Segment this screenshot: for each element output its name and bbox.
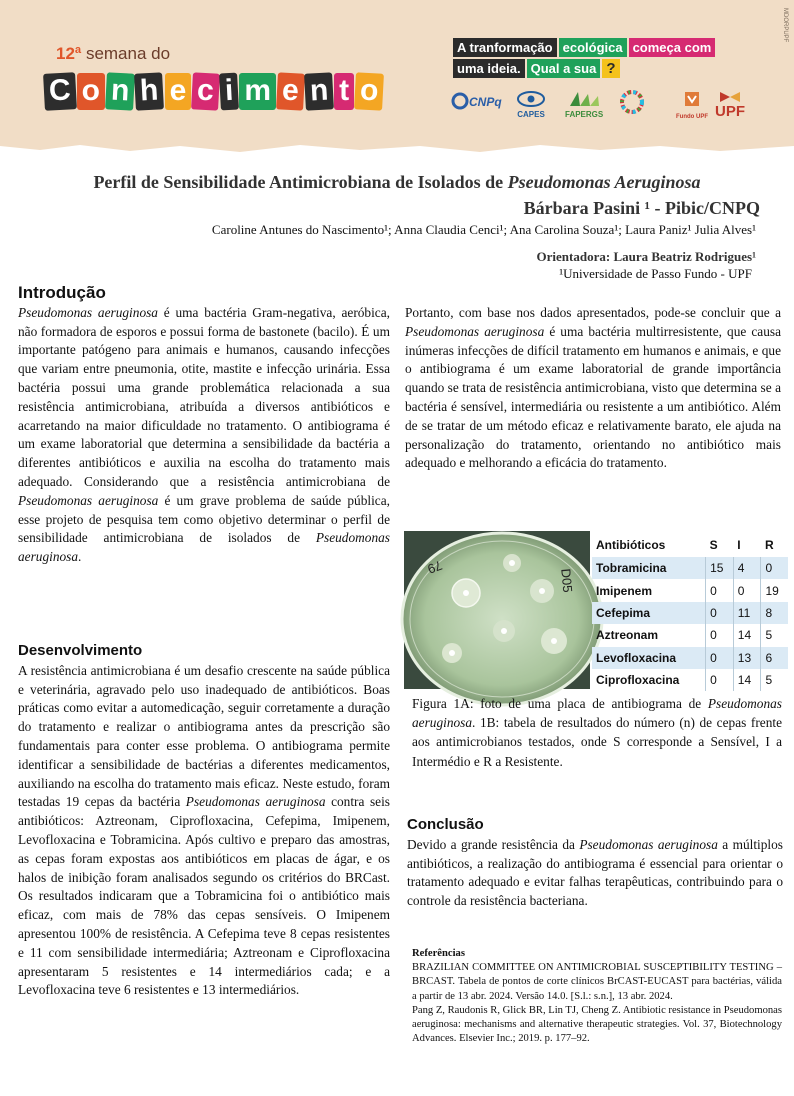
- development-heading: Desenvolvimento: [18, 642, 143, 659]
- slogan-chip: A tranformação: [453, 38, 557, 57]
- fapergs-logo: FAPERGS: [565, 90, 603, 119]
- event-title-letter: n: [105, 72, 135, 110]
- antibiotic-name-cell: Imipenem: [596, 583, 653, 598]
- cnpq-logo: [452, 90, 502, 110]
- count-cell: 13: [733, 647, 761, 669]
- fundo-upf-logo: Fundo UPF: [676, 90, 708, 120]
- torn-paper-edge: [0, 140, 794, 164]
- header-i: I: [737, 538, 741, 552]
- event-title-letter: m: [239, 73, 276, 110]
- slogan-chip: ?: [602, 59, 619, 78]
- advisor-name: Orientadora: Laura Beatriz Rodrigues¹: [536, 249, 756, 264]
- table-header-row: [592, 533, 788, 557]
- antibiogram-plate-photo: [404, 531, 590, 689]
- upf-crest-icon: [714, 90, 746, 104]
- slogan-chip: Qual a sua: [527, 59, 601, 78]
- count-cell: 11: [733, 602, 761, 624]
- table-row: [592, 557, 788, 579]
- header-banner: [0, 0, 794, 152]
- event-title: [44, 73, 384, 110]
- count-cell: 19: [761, 579, 788, 601]
- antibiotic-name-cell: Levofloxacina: [592, 647, 706, 669]
- event-title-letter: t: [334, 73, 354, 110]
- table-row: [592, 579, 788, 601]
- event-title-letter: C: [43, 72, 77, 111]
- event-title-letter: c: [191, 72, 220, 110]
- event-title-letter: e: [165, 73, 192, 110]
- references-section: [412, 947, 782, 1046]
- author-list: Caroline Antunes do Nascimento¹; Anna Claudia Cenci¹; Ana Carolina Souza¹; Laura Paniz¹ Julia Alves¹: [211, 222, 756, 237]
- antibiotic-name-cell: Ciprofloxacina: [596, 673, 680, 688]
- event-title-letter: i: [219, 73, 239, 111]
- discussion-paragraph: Portanto, com base nos dados apresentados, pode-se concluir que a Pseudomonas aeruginosa é uma bactéria multirresistente, que causa inúmeras infecções de difícil tratamento em humanos e animais, e que o antibiograma é um exame laboratorial de grande importância quando se trata de resistência antimicrobiana, visto que determina se a bactéria é sensível, intermediária ou resistente a um antibiótico. Além de se tratar de um método eficaz e relativamente barato, ele ajuda na personalização do tratamento, orientando no antibiótico mais adequado e melhorando a eficácia do tratamento.: [405, 305, 782, 471]
- antibiotic-results-table: [592, 533, 788, 691]
- svg-text:D05: D05: [558, 567, 576, 594]
- figure-caption: Figura 1A: foto de uma placa de antibiograma de Pseudomonas aeruginosa. 1B: tabela de resultados do número (n) de cepas frente aos antimicrobianos testados, onde S corresponde a Sensível, I a Intermédio e R a Resistente.: [412, 696, 782, 769]
- count-cell: 6: [761, 647, 788, 669]
- fapergs-leaf-icon: [566, 90, 602, 108]
- references-heading: Referências: [412, 948, 465, 959]
- count-cell: 0: [706, 602, 734, 624]
- antibiotic-name-cell: Tobramicina: [592, 557, 706, 579]
- conclusion-heading: Conclusão: [407, 816, 484, 833]
- slogan-chip: uma ideia.: [453, 59, 525, 78]
- affiliation: ¹Universidade de Passo Fundo - UPF: [559, 266, 752, 281]
- count-cell: 4: [733, 557, 761, 579]
- petri-dish-image: [404, 531, 590, 689]
- header-antibiotics: Antibióticos: [596, 538, 666, 552]
- sponsor-logos: [452, 90, 772, 130]
- fundo-upf-icon: [682, 90, 702, 112]
- conclusion-paragraph: Devido a grande resistência da Pseudomonas aeruginosa a múltiplos antibióticos, a realização do antibiograma é essencial para orientar o tratamento adequado e evitar falhas terapêuticas, contribuindo para o controle da resistência bacteriana.: [407, 836, 783, 909]
- count-cell: 15: [706, 557, 734, 579]
- side-code: MDORPUPF: [782, 8, 788, 43]
- reference-item: BRAZILIAN COMMITTEE ON ANTIMICROBIAL SUSCEPTIBILITY TESTING – BRCAST. Tabela de pontos de corte clínicos BrCAST-EUCAST para bactérias, válida a partir de 13 abr. 2024. Versão 14.0. [S.l.: s.n.], 13 abr. 2024.: [412, 962, 782, 1002]
- count-cell: 0: [706, 624, 734, 646]
- count-cell: 8: [761, 602, 788, 624]
- capes-eye-icon: [516, 90, 546, 108]
- conclusion-section: [407, 816, 783, 911]
- header-r: R: [764, 538, 774, 552]
- event-slogan: [453, 38, 717, 80]
- slogan-chip: começa com: [629, 38, 716, 57]
- antibiotic-name-cell: Cefepima: [592, 602, 706, 624]
- count-cell: 0: [706, 669, 734, 691]
- header-s: S: [709, 538, 718, 552]
- event-subtitle: 12ª semana do: [56, 44, 171, 63]
- count-cell: 0: [706, 579, 734, 601]
- count-cell: 0: [733, 579, 761, 601]
- event-title-letter: o: [354, 72, 384, 110]
- table-row: [592, 624, 788, 646]
- reference-item: Pang Z, Raudonis R, Glick BR, Lin TJ, Cheng Z. Antibiotic resistance in Pseudomonas aeruginosa: mechanisms and alternative therapeutic strategies. Vol. 37, Biotechnology Advances. Elsevier Inc.; 2019. p. 177–92.: [412, 1004, 782, 1045]
- count-cell: 5: [761, 624, 788, 646]
- ods-wheel-icon: [620, 90, 644, 114]
- svg-text:CNPq: CNPq: [469, 95, 502, 109]
- introduction-section: [18, 284, 390, 567]
- count-cell: 14: [733, 624, 761, 646]
- presenter-name: Bárbara Pasini ¹ - Pibic/CNPQ: [523, 198, 760, 218]
- svg-text:79: 79: [425, 557, 445, 577]
- count-cell: 5: [761, 669, 788, 691]
- development-section: [18, 642, 390, 1000]
- event-title-letter: o: [77, 73, 105, 110]
- table-row: [592, 602, 788, 624]
- capes-logo: CAPES: [516, 90, 546, 119]
- cnpq-mark-icon: [452, 90, 502, 110]
- ods-logo: [620, 90, 644, 114]
- event-title-letter: n: [304, 72, 334, 110]
- event-title-letter: e: [276, 72, 305, 110]
- development-paragraph: A resistência antimicrobiana é um desafio crescente na saúde pública e veterinária, agravado pelo uso inadequado de antibióticos. Boas práticas como evitar a automedicação, seguir corretamente a duração do tratamento e realizar o antibiograma antes da prescrição são fundamentais para conter esse problema. O antibiograma permite identificar a sensibilidade de bactérias a diferentes medicamentos, auxiliando na escolha do tratamento mais eficaz. Neste estudo, foram testadas 19 cepas da bactéria Pseudomonas aeruginosa contra seis antibióticos: Aztreonam, Ciprofloxacina, Cefepima, Imipenem, Levofloxacina e Tobramicina. Após cultivo e preparo das amostras, as cepas foram expostas aos antibióticos em placas de ágar, e os halos de inibição foram analisados segundo os critérios do BRCast. Os resultados indicaram que a Tobramicina foi o antibiótico mais eficaz, com mais de 78% das cepas sensíveis. O Imipenem apresentou 100% de resistência. A Cefepima teve 8 cepas resistentes e 11 com sensibilidade intermediária; Aztreonam e Ciprofloxacina apresentaram 5 resistentes e 14 intermediários cada; e a Levofloxacina teve 6 resistentes e 13 intermediários.: [18, 662, 390, 998]
- poster-title: Perfil de Sensibilidade Antimicrobiana de Isolados de Pseudomonas Aeruginosa: [93, 172, 701, 192]
- count-cell: 14: [733, 669, 761, 691]
- introduction-paragraph: Pseudomonas aeruginosa é uma bactéria Gram-negativa, aeróbica, não formadora de esporos e possui forma de bastonete (bacilo). É um importante patógeno para animais e humanos, causando infecções que variam entre pneumonia, otite, mastite e infecção urinária. Essa bactéria possui uma grande problemática relacionada a sua resistência antimicrobiana, atribuída a diversos antibióticos e acarretando na maior dificuldade no tratamento. O antibiograma é um exame laboratorial que determina a sensibilidade da bactéria a diferentes antibióticos e auxilia na escolha do tratamento mais adequado. Considerando que a resistência antimicrobiana de Pseudomonas aeruginosa é um grave problema de saúde pública, esse projeto de pesquisa tem como objetivo determinar o perfil de sensibilidade antimicrobiana de isolados de Pseudomonas aeruginosa.: [18, 304, 390, 565]
- introduction-heading: Introdução: [18, 283, 106, 302]
- antibiotic-name-cell: Aztreonam: [596, 628, 659, 643]
- event-title-letter: h: [134, 72, 164, 110]
- count-cell: 0: [761, 557, 788, 579]
- count-cell: 0: [706, 647, 734, 669]
- slogan-chip: ecológica: [559, 38, 627, 57]
- upf-logo: UPF: [714, 90, 746, 119]
- table-row: [592, 647, 788, 669]
- table-row: [592, 669, 788, 691]
